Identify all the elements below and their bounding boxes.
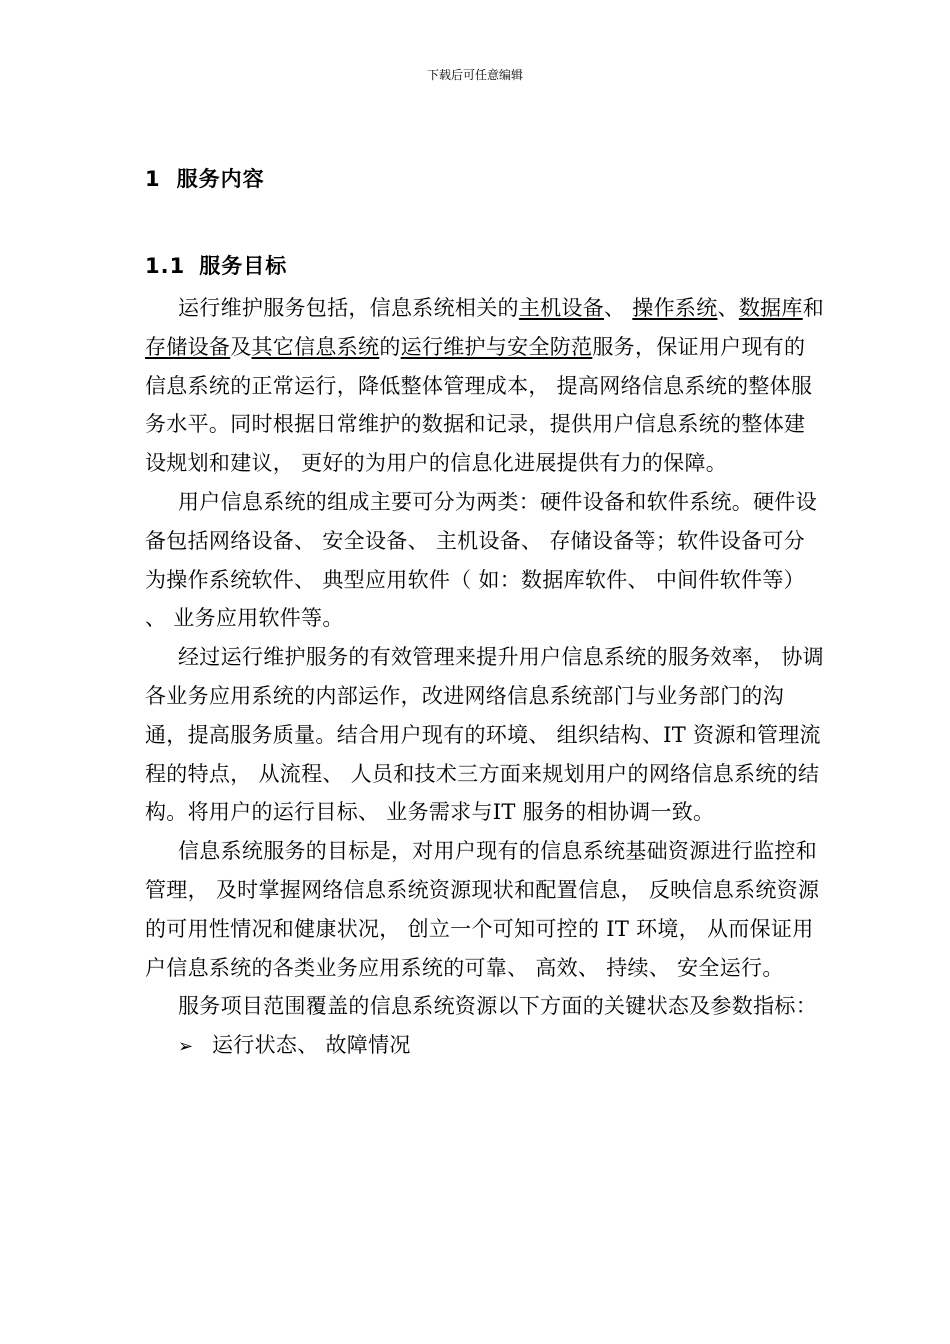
subsection-heading [145,250,287,280]
page-header: 下载后可任意编辑 [426,68,523,82]
para1-text-1: 运行维护服务包括，信息系统相关的 [178,296,519,320]
term-operating-system: 操作系统 [632,296,718,320]
para1-text-3: 、 [717,296,739,320]
arrow-bullet-icon: ➢ [178,1036,194,1058]
body-text [145,289,825,1067]
term-storage-devices: 存储设备 [145,334,231,359]
section-heading [145,163,265,193]
section-title: 服务内容 [176,167,265,191]
subsection-number: 1.1 [145,254,186,278]
term-ops-security: 运行维护与安全防范 [400,334,593,359]
para1-text-2: 、 [604,296,633,320]
subsection-title: 服务目标 [199,254,288,278]
term-host-devices: 主机设备 [518,296,605,320]
term-other-systems: 其它信息系统 [251,334,380,359]
paragraph-2: 用户信息系统的组成主要可分为两类：硬件设备和软件系统。硬件设备包括网络设备、 安全设备、 主机设备、 存储设备等；软件设备可分为操作系统软件、 典型应用软件（ 如：数据库软件、 中间件软件等） 、 业务应用软件等。 [145,489,817,631]
term-database: 数据库 [738,296,803,320]
para1-text-4: 和 [802,296,825,320]
paragraph-4: 信息系统服务的目标是，对用户现有的信息系统基础资源进行监控和管理， 及时掌握网络信息系统资源现状和配置信息， 反映信息系统资源的可用性情况和健康状况， 创立一个可知可控的 IT 环境， 从而保证用户信息系统的各类业务应用系统的可靠、 高效、 持续、 安全运行。 [145,839,820,980]
para1-text-6: 的 [379,334,401,359]
paragraph-3: 经过运行维护服务的有效管理来提升用户信息系统的服务效率， 协调各业务应用系统的内部运作，改进网络信息系统部门与业务部门的沟通，提高服务质量。结合用户现有的环境、 组织结构、IT 资源和管理流程的特点， 从流程、 人员和技术三方面来规划用户的网络信息系统的结构。将用户的运行目标、 业务需求与IT 服务的相协调一致。 [145,645,824,825]
bullet-text: 运行状态、 故障情况 [212,1033,411,1058]
paragraph-5: 服务项目范围覆盖的信息系统资源以下方面的关键状态及参数指标： [178,994,817,1019]
para1-text-5: 及 [230,334,252,359]
section-number: 1 [145,167,161,191]
para1-text-7: 服务，保证用户现有的信息系统的正常运行，降低整体管理成本， 提高网络信息系统的整体服务水平。同时根据日常维护的数据和记录，提供用户信息系统的整体建设规划和建议， 更好的为用户的信息化进展提供有力的保障。 [145,334,813,476]
paragraph-1 [145,289,825,483]
bullet-item [145,1026,825,1067]
